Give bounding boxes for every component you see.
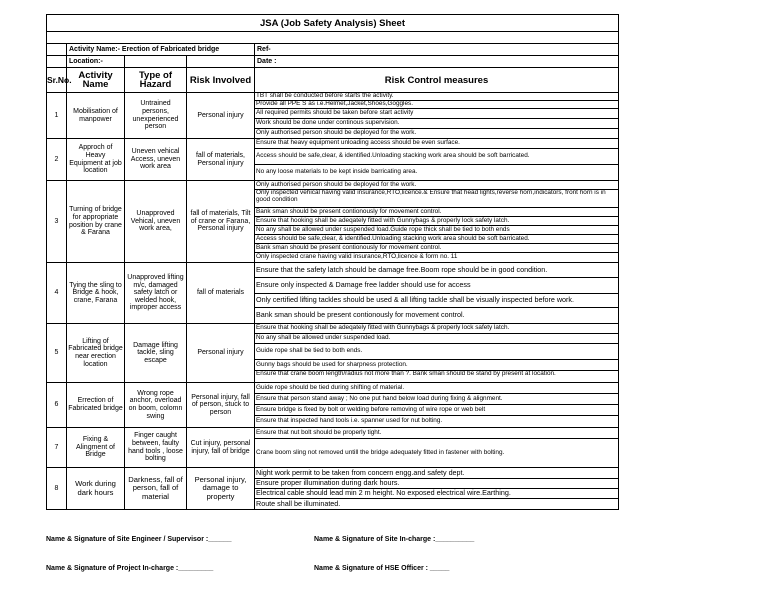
hazard-cell: Unapproved lifting m/c, damaged safety latch or welded hook, improper access — [125, 263, 187, 324]
measures-cell — [255, 93, 619, 139]
signature-project-incharge: Name & Signature of Project In-charge :_________ — [46, 565, 214, 572]
measure-line: Provide all PPE S as i.e.Helmet,Jacket,Shoes,Goggles. — [255, 101, 618, 109]
hazard-cell: Wrong rope anchor, overload on boom, colomn swing — [125, 383, 187, 428]
header-activity: Activity Name — [67, 68, 125, 93]
hazard-cell: Unapproved Vehical, uneven work area, — [125, 181, 187, 263]
measure-line: Ensure that hooking shall be adeqately fitted with Gunnybags & properly lock safety latch. — [255, 324, 618, 334]
measure-line: All required permits should be taken before start activity — [255, 109, 618, 119]
table-row — [47, 468, 619, 510]
measure-line: Access should be safe,clear, & identified.Unloading stacking work area should be soft barricated. — [255, 149, 618, 165]
header-risk: Risk Involved — [187, 68, 255, 93]
table-row — [47, 383, 619, 428]
measure-line: Gunny bags should be used for sharpness protection. — [255, 360, 618, 371]
measure-line: TBT shall be conducted before starts the activity. — [255, 93, 618, 101]
measures-cell — [255, 263, 619, 324]
measure-line: Ensure that inspected hand tools i.e. spanner used for nut bolting. — [256, 417, 443, 425]
header-control: Risk Control measures — [255, 68, 619, 93]
hazard-cell: Untrained persons, unexperienced person — [125, 93, 187, 139]
measure-line: Ensure that hooking shall be adeqately fitted with Gunnybags & properly lock safety latch. — [255, 217, 618, 226]
row-number: 7 — [47, 428, 67, 468]
activity-cell: Approch of Heavy Equipment at job location — [67, 139, 125, 181]
header-srno: Sr.No. — [47, 68, 67, 93]
measures-cell — [255, 428, 619, 468]
activity-name-field: Activity Name:- Erection of Fabricated bridge — [67, 44, 255, 56]
measure-line: Electrical cable should lead min 2 m height. No exposed electrical wire.Earthing. — [255, 489, 618, 499]
measure-line: Only authorised person should be deployed for the work. — [255, 181, 618, 190]
sheet-title: JSA (Job Safety Analysis) Sheet — [47, 15, 619, 32]
date-field: Date : — [255, 56, 619, 68]
row-number: 6 — [47, 383, 67, 428]
risk-cell: Personal injury, damage to property — [187, 468, 255, 510]
measure-line: No any shall be allowed under suspended load.Guide rope thick shall be tied to both ends — [255, 226, 618, 235]
measure-line: Ensure only inspected & Damage free ladder should use for access — [255, 278, 618, 294]
risk-cell: fall of materials — [187, 263, 255, 324]
row-number: 1 — [47, 93, 67, 139]
measure-line: Only authorised person should be deployed for the work. — [256, 129, 417, 137]
signature-site-engineer: Name & Signature of Site Engineer / Supervisor :______ — [46, 536, 232, 543]
jsa-table — [46, 14, 619, 510]
table-row — [47, 181, 619, 263]
measures-cell — [255, 139, 619, 181]
measure-line: Ensure that crane boom length/radius not more than ?. Bank sman should be stand by present at location. — [256, 370, 556, 377]
table-row — [47, 263, 619, 324]
measures-cell — [255, 468, 619, 510]
measure-line: Guide rope should be tied during shifting of material. — [255, 383, 618, 394]
activity-cell: Turning of bridge for appropriate position by crane & Farana — [67, 181, 125, 263]
hazard-cell: Darkness, fall of person, fall of material — [125, 468, 187, 510]
risk-cell: Cut injury, personal injury, fall of bridge — [187, 428, 255, 468]
row-number: 4 — [47, 263, 67, 324]
location-field: Location:- — [67, 56, 125, 68]
activity-cell: Mobilisation of manpower — [67, 93, 125, 139]
measure-line: Access should be safe,clear, & identified.Unloading stacking work area should be soft barricated. — [255, 235, 618, 244]
hazard-cell: Damage lifting tackle, sling escape — [125, 324, 187, 383]
activity-cell: Lifting of Fabricated bridge near erection location — [67, 324, 125, 383]
risk-cell: Personal injury, fall of person, stuck to person — [187, 383, 255, 428]
signature-site-incharge: Name & Signature of Site In-charge :__________ — [314, 536, 475, 543]
activity-cell: Work during dark hours — [67, 468, 125, 510]
table-row — [47, 139, 619, 181]
measure-line: Ensure that heavy equipment unloading access should be even surface. — [255, 139, 618, 149]
measure-line: Ensure that the safety latch should be damage free.Boom rope should be in good condition. — [255, 263, 618, 278]
header-hazard: Type of Hazard — [125, 68, 187, 93]
measures-cell — [255, 383, 619, 428]
measure-line: Ensure bridge is fixed by bolt or welding before removing of wire rope or web belt — [255, 405, 618, 416]
measure-line: Bank sman should be present contionously for movement control. — [255, 244, 618, 253]
measure-line: Bank sman should be present contionously for movement control. — [256, 310, 465, 320]
row-number: 3 — [47, 181, 67, 263]
measure-line: Crane boom sling not removed untill the bridge adequately fitted in fastener with bolting. — [256, 448, 505, 456]
risk-cell: Personal injury — [187, 324, 255, 383]
activity-cell: Fixing & Alingment of Bridge — [67, 428, 125, 468]
table-row — [47, 428, 619, 468]
measure-line: No any shall be allowed under suspended load. — [255, 334, 618, 344]
measures-cell — [255, 324, 619, 383]
measure-line: Guide rope shall be tied to both ends. — [255, 344, 618, 360]
measure-line: Ensure proper illumination during dark hours. — [255, 479, 618, 489]
risk-cell: Personal injury — [187, 93, 255, 139]
activity-cell: Errection of Fabricated bridge — [67, 383, 125, 428]
row-number: 2 — [47, 139, 67, 181]
measure-line: Bank sman should be present contionously for movement control. — [255, 208, 618, 217]
measure-line: Only inspected vehical having valid insurance,RTO,licence.& Ensure that head lights,reverse horn,indicators, front horn is in good condition — [255, 190, 618, 208]
measure-line: Only certified lifting tackles should be used & all lifting tackle shall be visually inspected before work. — [255, 294, 618, 308]
measures-cell — [255, 181, 619, 263]
activity-cell: Tying the sling to Bridge & hook, crane, Farana — [67, 263, 125, 324]
row-number: 5 — [47, 324, 67, 383]
hazard-cell: Finger caught between, faulty hand tools , loose bolting — [125, 428, 187, 468]
risk-cell: fall of materials, Personal injury — [187, 139, 255, 181]
risk-cell: fall of materials, Tilt of crane or Farana, Personal injury — [187, 181, 255, 263]
measure-line: Only inspected crane having valid insurance,RTO,licence & form no. 11 — [256, 253, 458, 261]
measure-line: Night work permit to be taken from concern engg.and safety dept. — [255, 468, 618, 479]
row-number: 8 — [47, 468, 67, 510]
blank-row — [47, 32, 619, 44]
hazard-cell: Uneven vehical Access, uneven work area — [125, 139, 187, 181]
table-row — [47, 324, 619, 383]
measure-line: Ensure that nut bolt should be properly tight. — [255, 428, 618, 439]
measure-line: Ensure that person stand away ; No one put hand below load during fixing & alignment. — [255, 394, 618, 405]
ref-field: Ref- — [255, 44, 619, 56]
measure-line: Route shall be illuminated. — [256, 498, 341, 508]
table-row — [47, 93, 619, 139]
signature-hse-officer: Name & Signature of HSE Officer : _____ — [314, 565, 450, 572]
measure-line: No any loose materials to be kept inside barricating area. — [256, 168, 418, 176]
measure-line: Work should be done under continous supervision. — [255, 119, 618, 129]
